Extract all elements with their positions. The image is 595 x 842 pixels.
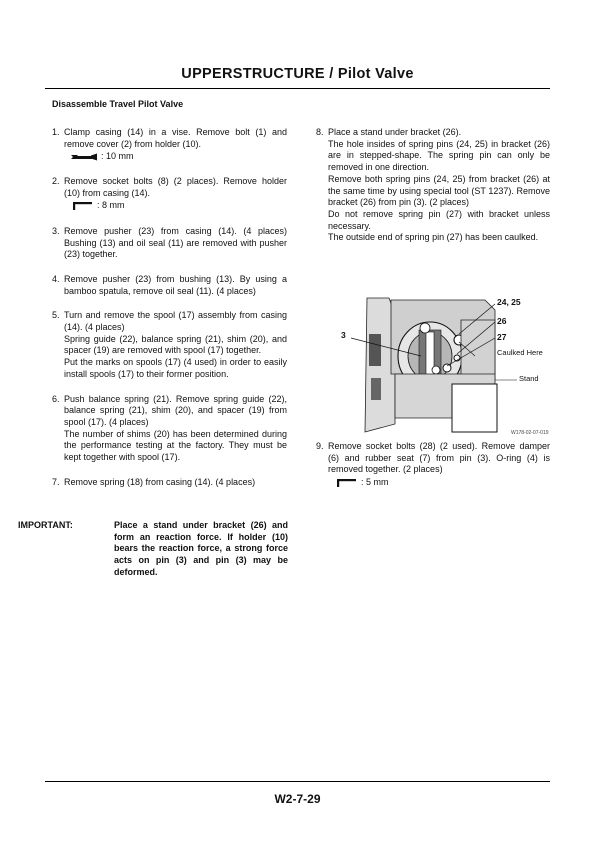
step-7 [52,477,287,489]
label-caulked-here: Caulked Here [497,348,543,357]
tool-spec-line [64,200,287,213]
step-note: The outside end of spring pin (27) has been caulked. [328,232,539,243]
page-title: UPPERSTRUCTURE / Pilot Valve [181,66,414,82]
important-note [18,520,288,579]
step-number: 9. [316,441,324,452]
step-number: 5. [52,310,60,321]
step-text: Remove pusher (23) from casing (14). (4 places) Bushing (13) and oil seal (11) are removed with pusher (23) together. [64,225,287,260]
step-4 [52,274,287,297]
step-text: Turn and remove the spool (17) assembly from casing (14). (4 places) [64,310,287,333]
step-5 [52,310,287,380]
step-number: 6. [52,393,60,404]
important-text: Place a stand under bracket (26) and form an reaction force. If holder (10) bears the reaction force, a strong force acts on pin (3) and pin (3) may be deformed. [114,520,288,577]
step-text: Place a stand under bracket (26). [328,127,462,137]
figure-id: W178-02-07-019 [511,430,549,436]
step-8 [316,127,550,244]
step-2 [52,176,287,212]
hex-key-icon [72,201,94,211]
tool-spec-line [64,150,287,163]
step-number: 3. [52,225,60,236]
step-note: The hole insides of spring pins (24, 25) in bracket (26) are in stepped-shape. The spring pin can only be removed in one direction. [328,138,550,173]
step-note: The number of shims (20) has been determined during the performance testing at the factory. They must be kept together with spool (17). [64,428,287,463]
step-note: Do not remove spring pin (27) with bracket unless necessary. [328,208,550,231]
step-text: Remove spring (18) from casing (14). (4 places) [64,476,256,487]
important-label: IMPORTANT: [18,520,73,530]
label-pin-3: 3 [341,330,346,340]
hex-key-icon [336,478,358,488]
step-note: Spring guide (22), balance spring (21), shim (20), and spacer (19) are removed with spool (17) together. [64,333,287,356]
left-column [52,127,287,501]
step-6 [52,394,287,464]
step-number: 8. [316,127,324,137]
step-3 [52,226,287,261]
wrench-icon [68,152,98,162]
step-text: Remove socket bolts (8) (2 places). Remove holder (10) from casing (14). [64,176,287,199]
tool-spec-line [328,476,550,489]
step-9 [316,441,550,489]
label-pins-24-25: 24, 25 [497,297,521,307]
tool-size: : 5 mm [361,476,389,487]
bracket-removal-figure [335,294,555,440]
label-stand: Stand [519,374,539,383]
step-number: 4. [52,273,60,284]
step-text: Remove socket bolts (28) (2 used). Remove damper (6) and rubber seat (7) from pin (3). O-ring (4) is removed together. (2 places) [328,441,550,475]
section-heading: Disassemble Travel Pilot Valve [52,99,184,109]
label-pin-27: 27 [497,332,507,342]
tool-size: : 10 mm [101,151,134,162]
step-number: 2. [52,176,60,187]
step-text: Clamp casing (14) in a vise. Remove bolt (1) and remove cover (2) from holder (10). [64,127,287,149]
step-note: Remove both spring pins (24, 25) from bracket (26) at the same time by using special tool (ST 1237). Remove bracket (26) from pin (3). (2 places) [328,173,550,208]
tool-size: : 8 mm [97,200,125,211]
step-text: Push balance spring (21). Remove spring guide (22), balance spring (21), shim (20), and spacer (19) from spool (17). (4 places) [64,393,287,427]
step-number: 1. [52,127,60,137]
header-rule [45,88,550,89]
step-1 [52,127,287,163]
step-number: 7. [52,476,60,487]
label-pin-26: 26 [497,316,507,326]
valve-bracket-illustration [335,294,555,440]
footer-rule [45,781,550,782]
step-note: Put the marks on spools (17) (4 used) in order to easily install spools (17) to their former position. [64,357,287,379]
step-text: Remove pusher (23) from bushing (13). By using a bamboo spatula, remove oil seal (11). (4 places) [64,273,287,296]
page-number: W2-7-29 [274,792,321,806]
